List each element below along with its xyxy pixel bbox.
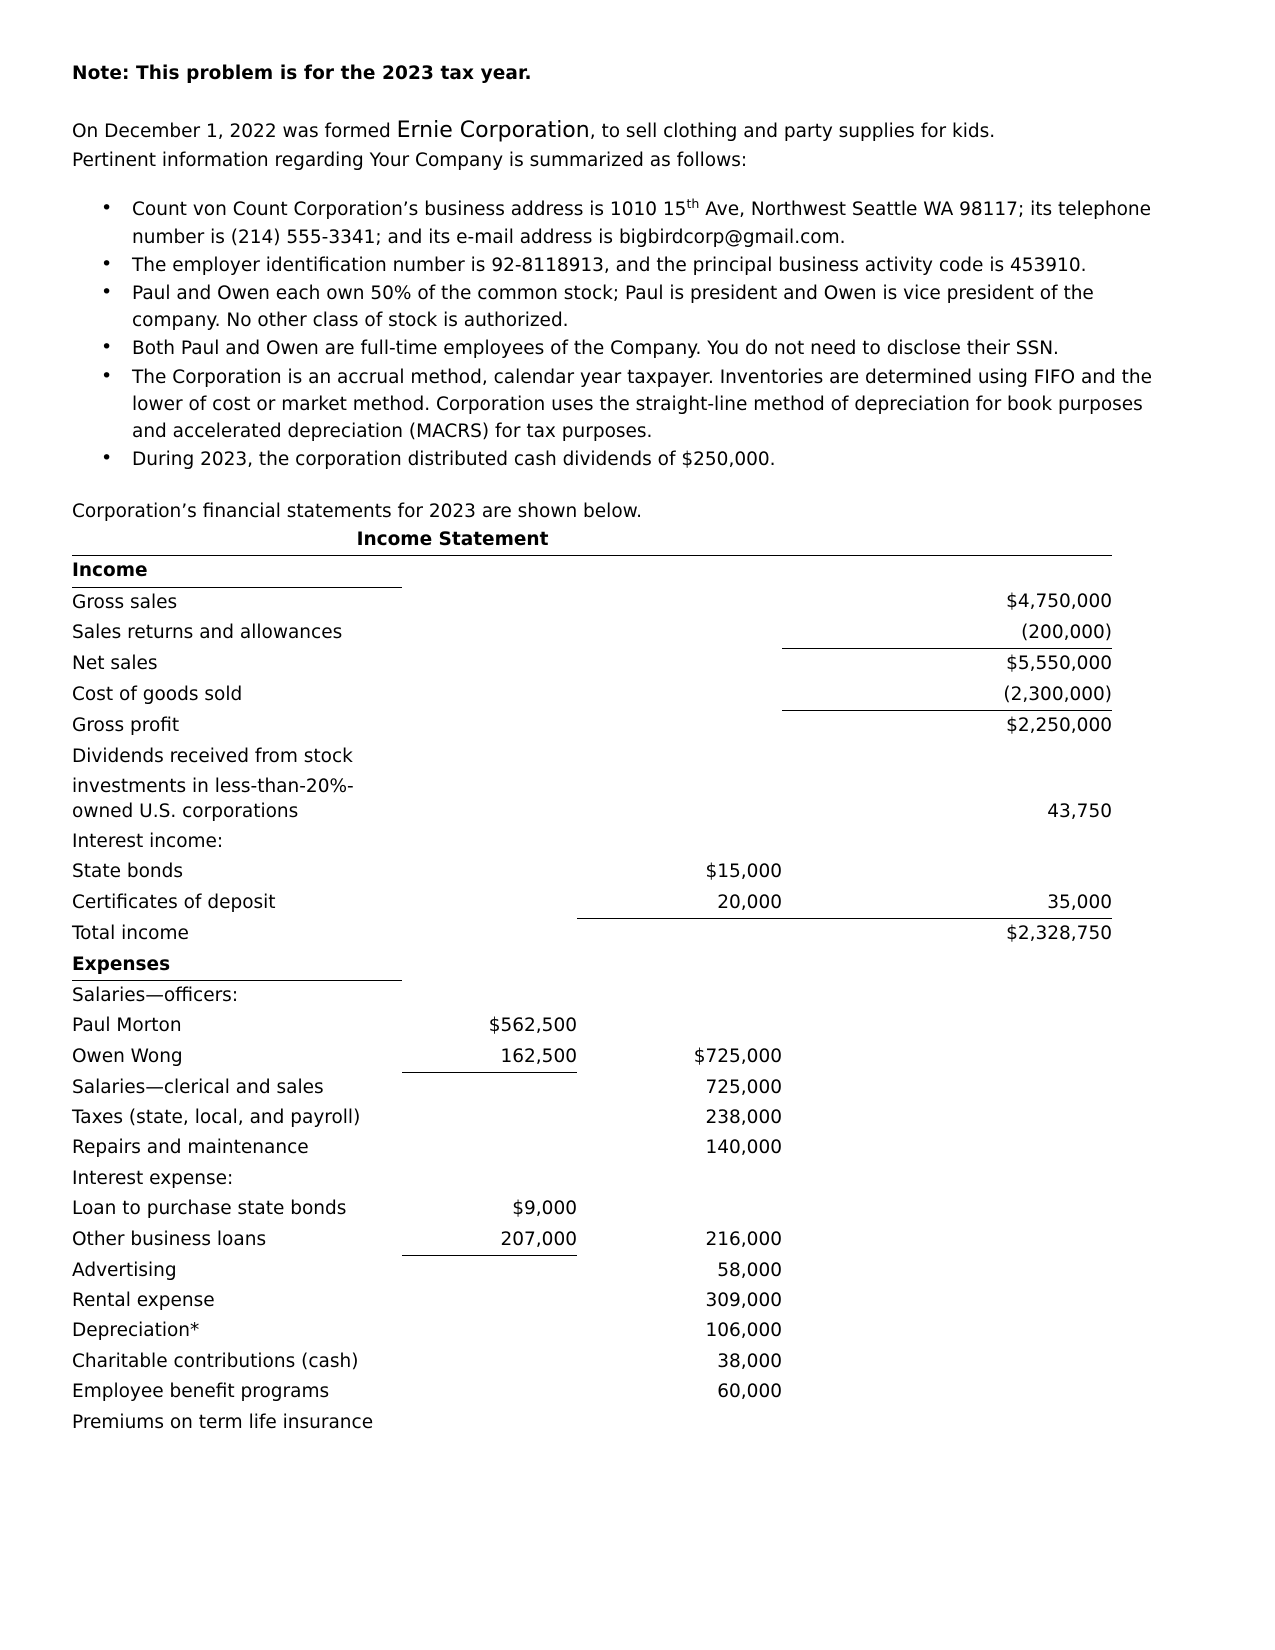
row-label: Repairs and maintenance xyxy=(72,1137,309,1159)
income-statement-title: Income Statement xyxy=(356,529,549,551)
row-col3: $4,750,000 xyxy=(1006,591,1112,613)
company-name: Ernie Corporation xyxy=(396,117,590,143)
row-col3 xyxy=(782,742,1112,772)
row-col3: $5,550,000 xyxy=(1006,653,1112,675)
row-col3 xyxy=(782,1256,1112,1286)
spacer-cell xyxy=(577,950,782,981)
row-col2: 106,000 xyxy=(705,1320,782,1342)
row-col3 xyxy=(782,1408,1112,1438)
row-col1 xyxy=(402,711,577,742)
intro-paragraph xyxy=(72,115,1072,175)
row-label: Employee benefit programs xyxy=(72,1381,330,1403)
row-label: Certificates of deposit xyxy=(72,891,276,913)
row-col2: 238,000 xyxy=(705,1107,782,1129)
row-label: Cost of goods sold xyxy=(72,683,243,705)
row-label: Total income xyxy=(72,922,189,944)
row-label: Taxes (state, local, and payroll) xyxy=(72,1107,361,1129)
row-col3 xyxy=(782,1286,1112,1316)
row-col3 xyxy=(782,1164,1112,1194)
row-col2: $725,000 xyxy=(693,1045,782,1067)
row-col3 xyxy=(782,1011,1112,1041)
row-col2 xyxy=(577,1194,782,1224)
table-row xyxy=(72,1133,1112,1163)
row-col1 xyxy=(402,1347,577,1377)
row-col2 xyxy=(577,919,782,950)
spacer-cell xyxy=(782,950,1112,981)
row-col3 xyxy=(782,1316,1112,1346)
row-col2: 58,000 xyxy=(717,1259,782,1281)
row-label: Salaries—officers: xyxy=(72,984,239,1006)
row-col3: (2,300,000) xyxy=(782,680,1112,711)
row-col1: $9,000 xyxy=(512,1198,577,1220)
table-row xyxy=(72,680,1112,711)
row-col1 xyxy=(402,1164,577,1194)
row-label: Interest income: xyxy=(72,830,224,852)
row-col1 xyxy=(402,680,577,711)
row-col2: 38,000 xyxy=(717,1350,782,1372)
row-label: Depreciation* xyxy=(72,1320,200,1342)
intro-after: , to sell clothing and party supplies for kids. Pertinent information regarding Your Company is summarized as follows: xyxy=(72,120,996,172)
ordinal-suffix: th xyxy=(686,196,700,212)
row-col3 xyxy=(782,1377,1112,1407)
row-col1 xyxy=(402,1256,577,1286)
row-label: Premiums on term life insurance xyxy=(72,1411,374,1433)
row-col1 xyxy=(402,1316,577,1346)
row-col2: 725,000 xyxy=(705,1076,782,1098)
row-col2: $15,000 xyxy=(705,861,782,883)
row-col2: 60,000 xyxy=(717,1381,782,1403)
table-row xyxy=(72,1194,1112,1224)
row-col3: 35,000 xyxy=(782,888,1112,919)
table-row xyxy=(72,1347,1112,1377)
row-label: Rental expense xyxy=(72,1290,215,1311)
row-col2 xyxy=(577,711,782,742)
row-col3 xyxy=(782,1225,1112,1256)
row-col2: 309,000 xyxy=(705,1290,782,1311)
table-row xyxy=(72,618,1112,649)
table-row xyxy=(72,1164,1112,1194)
table-row xyxy=(72,950,1112,981)
row-col3 xyxy=(782,1042,1112,1073)
row-col1 xyxy=(402,587,577,618)
row-col3 xyxy=(782,1194,1112,1224)
table-row xyxy=(72,919,1112,950)
row-col3 xyxy=(782,1103,1112,1133)
row-col1: 207,000 xyxy=(402,1225,577,1256)
row-label: Gross profit xyxy=(72,714,180,736)
row-col1: 162,500 xyxy=(402,1042,577,1073)
table-row xyxy=(72,1073,1112,1103)
row-col1 xyxy=(402,1286,577,1316)
table-row xyxy=(72,980,1112,1011)
row-label: Interest expense: xyxy=(72,1167,234,1189)
table-row xyxy=(72,742,1112,772)
table-row xyxy=(72,1256,1112,1286)
expenses-section-heading: Expenses xyxy=(72,950,402,981)
table-row xyxy=(72,1042,1112,1073)
row-col1 xyxy=(402,1103,577,1133)
row-col2 xyxy=(577,618,782,649)
intro-before: On December 1, 2022 was formed xyxy=(72,120,397,142)
row-col2 xyxy=(577,1011,782,1041)
table-row xyxy=(72,1225,1112,1256)
row-col1 xyxy=(402,772,577,827)
table-row xyxy=(72,888,1112,919)
row-col1 xyxy=(402,1408,577,1438)
table-row xyxy=(72,1316,1112,1346)
row-col1 xyxy=(402,827,577,857)
row-label: State bonds xyxy=(72,861,184,883)
income-statement-table xyxy=(72,555,1112,1438)
list-item: • The Corporation is an accrual method, calendar year taxpayer. Inventories are determined using FIFO and the lower of cost or market method. Corporation uses the straight-line method of depreciation for book purposes and accelerated depreciation (MACRS) for tax purposes. xyxy=(130,364,1163,446)
note-heading: Note: This problem is for the 2023 tax year. xyxy=(72,63,532,84)
row-label: Net sales xyxy=(72,652,158,674)
row-col3 xyxy=(782,1347,1112,1377)
row-col3: 43,750 xyxy=(1047,800,1112,822)
row-col1 xyxy=(402,1073,577,1103)
row-label: Advertising xyxy=(72,1259,177,1281)
row-label: Salaries—clerical and sales xyxy=(72,1076,324,1098)
list-item: • Count von Count Corporation’s business address is 1010 15th Ave, Northwest Seattle WA 98117; its telephone number is (214) 555-3341; and its e-mail address is bigbirdcorp@gmail.com. xyxy=(130,196,1163,250)
row-label: Loan to purchase state bonds xyxy=(72,1198,347,1220)
row-col2 xyxy=(577,649,782,680)
table-row xyxy=(72,1377,1112,1407)
statement-leadin: Corporation’s financial statements for 2023 are shown below. xyxy=(72,501,642,523)
row-label: Charitable contributions (cash) xyxy=(72,1350,359,1372)
row-label: Dividends received from stock xyxy=(72,745,353,767)
row-label: investments in less-than-20%-owned U.S. corporations xyxy=(72,776,354,822)
list-item: • The employer identification number is 92-8118913, and the principal business activity code is 453910. xyxy=(130,252,1163,279)
row-col1 xyxy=(402,888,577,919)
row-col2 xyxy=(577,587,782,618)
row-col2 xyxy=(577,772,782,827)
row-col3: $2,250,000 xyxy=(1006,715,1112,737)
row-col3: $2,328,750 xyxy=(1006,923,1112,945)
row-col2 xyxy=(577,742,782,772)
row-col3 xyxy=(782,857,1112,887)
row-col2: 20,000 xyxy=(577,888,782,919)
table-row xyxy=(72,587,1112,618)
row-label: Gross sales xyxy=(72,591,178,613)
spacer-cell xyxy=(402,556,577,587)
facts-list xyxy=(72,196,1163,473)
table-row xyxy=(72,857,1112,887)
row-col3: (200,000) xyxy=(782,618,1112,649)
table-row xyxy=(72,711,1112,742)
row-col1 xyxy=(402,1377,577,1407)
table-row xyxy=(72,556,1112,587)
income-section-heading: Income xyxy=(72,556,402,587)
table-row xyxy=(72,827,1112,857)
row-col2 xyxy=(577,1408,782,1438)
row-col1 xyxy=(402,919,577,950)
row-col2 xyxy=(577,1164,782,1194)
row-col1 xyxy=(402,1133,577,1163)
row-col3 xyxy=(782,1133,1112,1163)
row-col1 xyxy=(402,618,577,649)
table-row xyxy=(72,1011,1112,1041)
row-col1 xyxy=(402,857,577,887)
table-row xyxy=(72,1286,1112,1316)
list-item: • Paul and Owen each own 50% of the common stock; Paul is president and Owen is vice president of the company. No other class of stock is authorized. xyxy=(130,280,1163,334)
spacer-cell xyxy=(782,556,1112,587)
row-col1 xyxy=(402,742,577,772)
spacer-cell xyxy=(402,950,577,981)
row-col2 xyxy=(577,680,782,711)
table-row xyxy=(72,772,1112,827)
row-label: Paul Morton xyxy=(72,1015,182,1037)
table-row xyxy=(72,1408,1112,1438)
list-item: • Both Paul and Owen are full-time employees of the Company. You do not need to disclose their SSN. xyxy=(130,335,1163,362)
table-row xyxy=(72,1103,1112,1133)
row-col3 xyxy=(782,1073,1112,1103)
row-col2: 140,000 xyxy=(705,1137,782,1159)
row-col3 xyxy=(782,980,1112,1011)
row-col2 xyxy=(577,827,782,857)
row-col3 xyxy=(782,827,1112,857)
spacer-cell xyxy=(577,556,782,587)
row-label: Other business loans xyxy=(72,1228,267,1250)
table-row xyxy=(72,649,1112,680)
row-label: Sales returns and allowances xyxy=(72,622,343,644)
list-item: • During 2023, the corporation distributed cash dividends of $250,000. xyxy=(130,446,1163,473)
row-col1 xyxy=(402,980,577,1011)
row-col2: 216,000 xyxy=(705,1228,782,1250)
row-col1 xyxy=(402,649,577,680)
row-col2 xyxy=(577,980,782,1011)
row-label: Owen Wong xyxy=(72,1045,183,1067)
row-col1: $562,500 xyxy=(488,1015,577,1037)
